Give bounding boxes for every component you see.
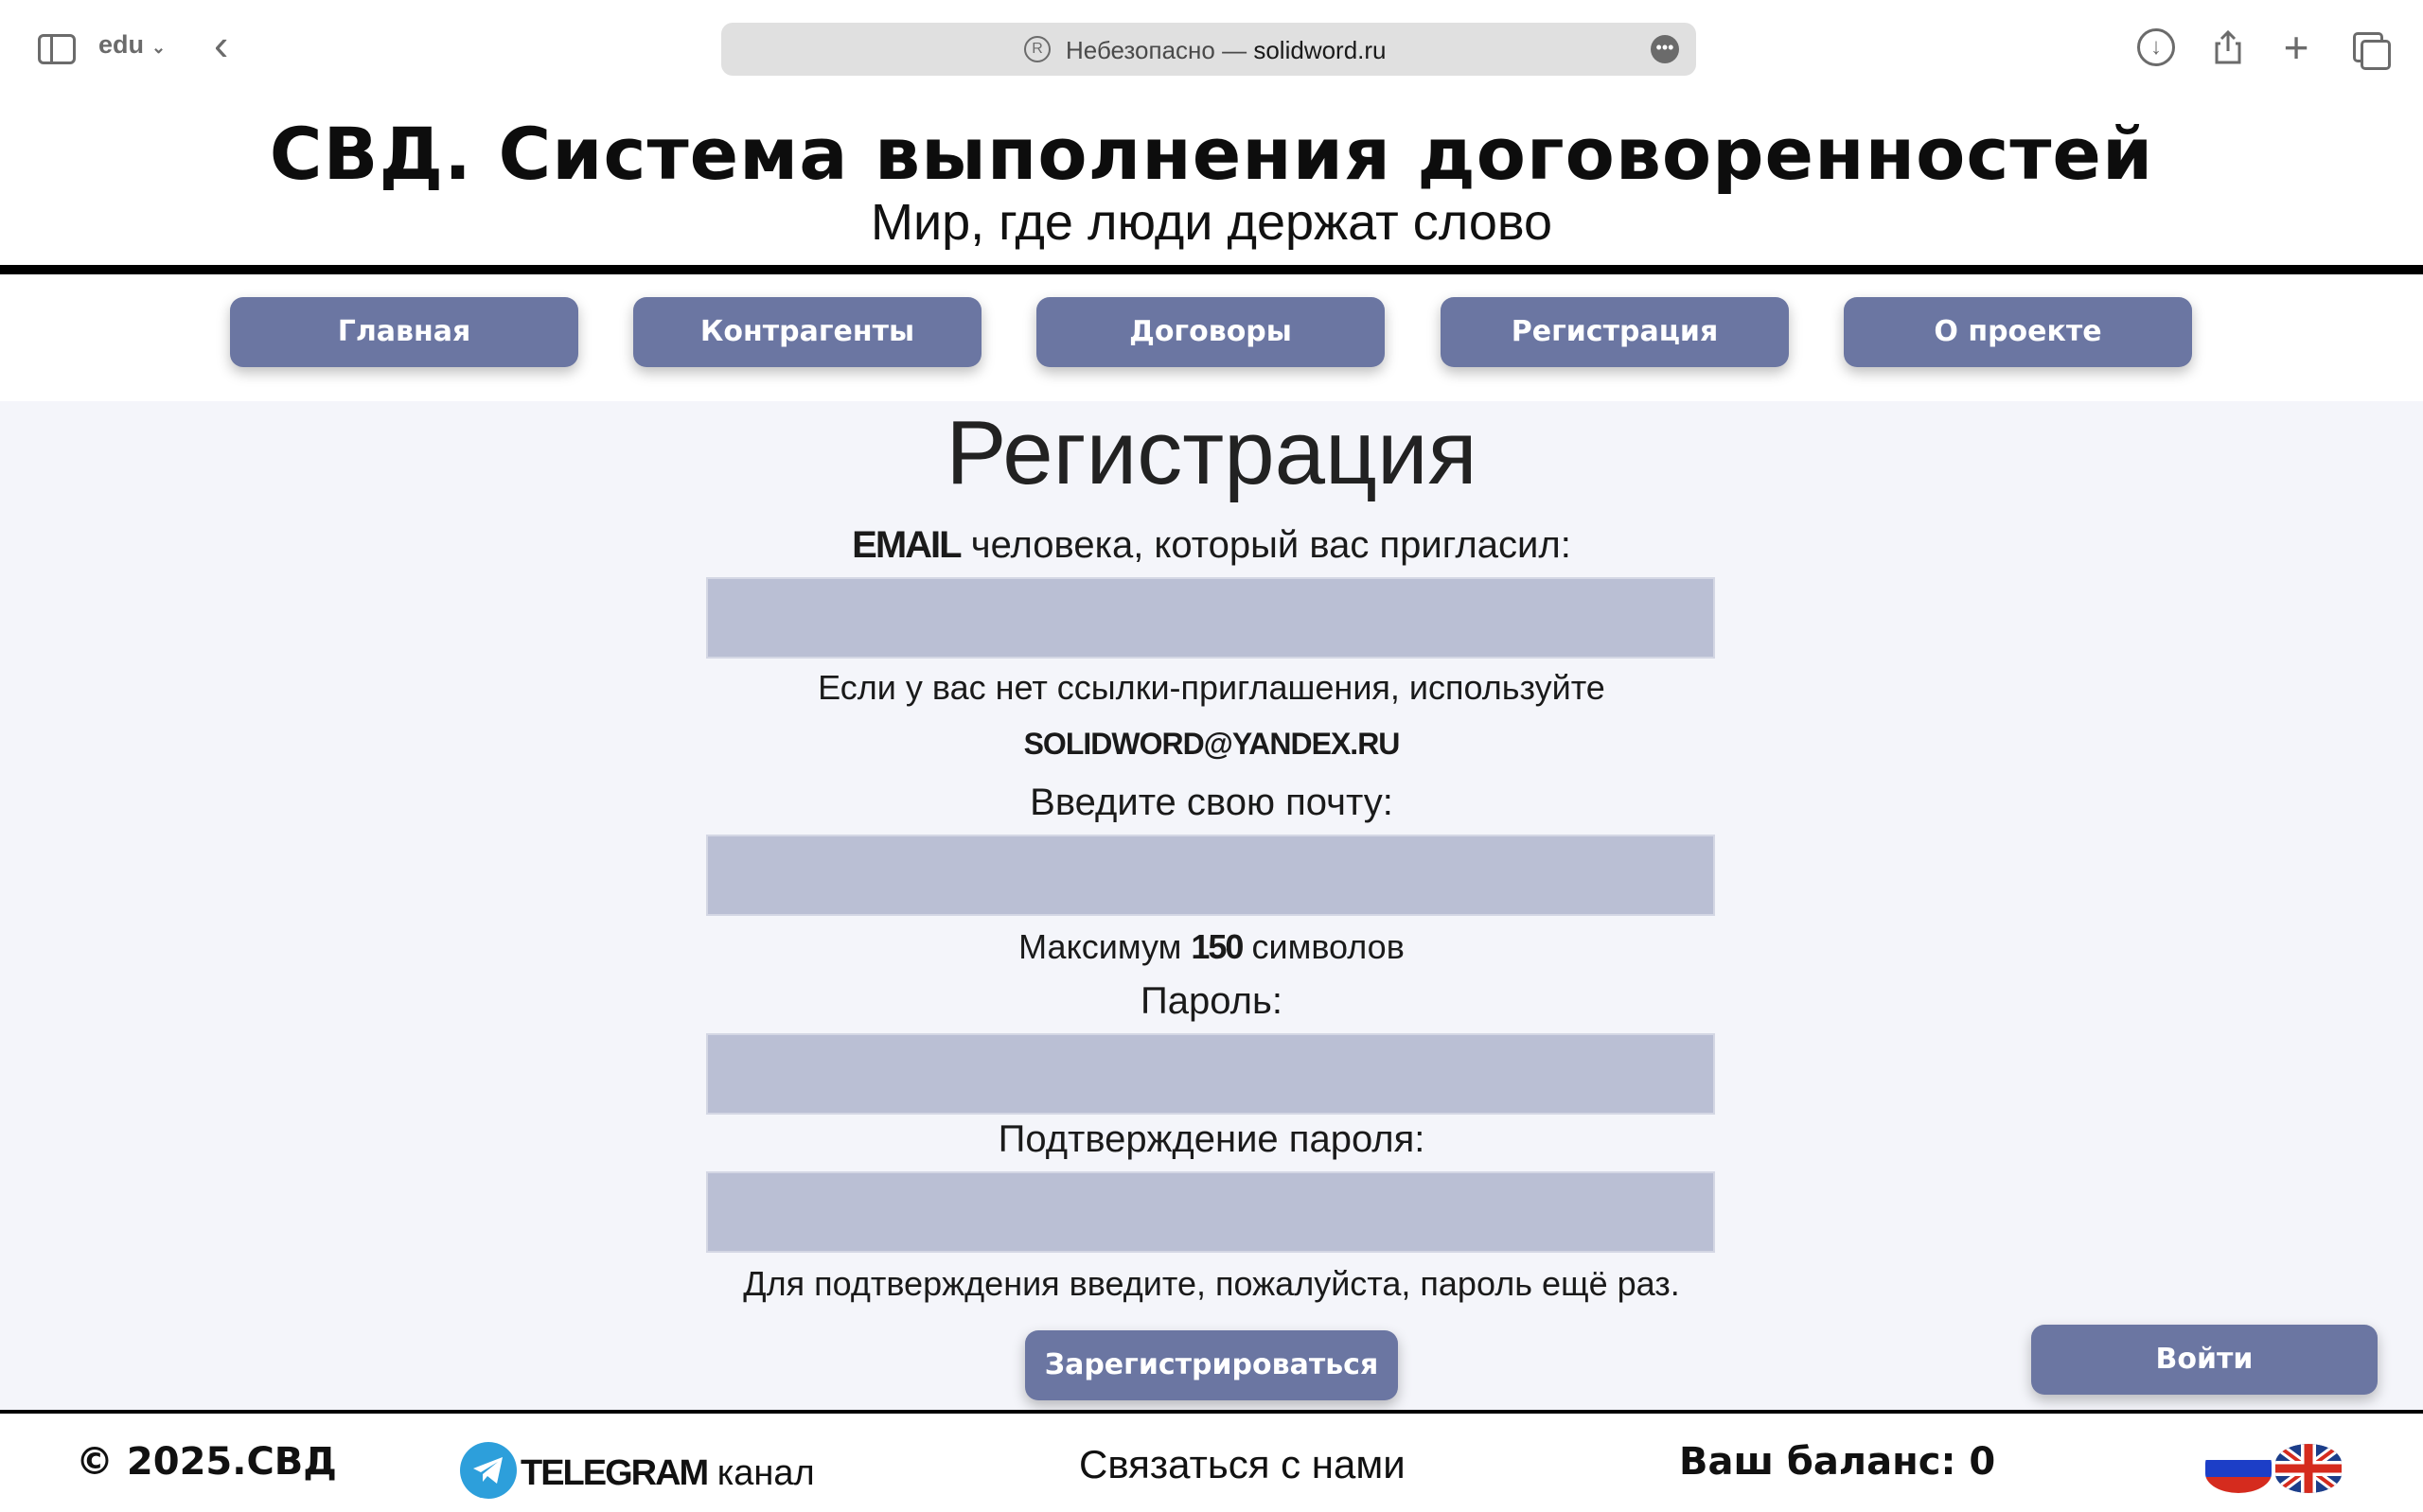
security-icon: R xyxy=(1024,36,1051,62)
telegram-label xyxy=(521,1453,815,1494)
sidebar-icon[interactable] xyxy=(38,34,76,64)
no-invite-hint: Если у вас нет ссылки-приглашения, используйте xyxy=(818,668,1605,707)
register-button[interactable]: Зарегистрироваться xyxy=(1025,1330,1398,1400)
chevron-down-icon: ⌄ xyxy=(151,38,167,57)
telegram-prefix: TELEGRAM xyxy=(521,1453,708,1493)
inviter-label-prefix: EMAIL xyxy=(852,524,961,566)
ru-flag-icon[interactable] xyxy=(2205,1444,2272,1493)
fallback-email: SOLIDWORD@YANDEX.RU xyxy=(1023,727,1400,761)
contact-link[interactable]: Связаться с нами xyxy=(1079,1442,1406,1486)
browser-toolbar xyxy=(0,0,2423,98)
login-button[interactable]: Войти xyxy=(2031,1325,2378,1395)
telegram-icon xyxy=(460,1442,517,1499)
nav-registration-button[interactable]: Регистрация xyxy=(1441,297,1789,367)
plus-icon[interactable]: + xyxy=(2283,23,2309,72)
more-icon[interactable]: ••• xyxy=(1651,35,1679,63)
password-input[interactable] xyxy=(706,1033,1715,1115)
inviter-email-label xyxy=(0,524,2423,567)
copyright: © 2025.СВД xyxy=(76,1440,337,1484)
profile-label: edu xyxy=(98,30,145,59)
footer xyxy=(0,1414,2423,1512)
email-label: Введите свою почту: xyxy=(1030,782,1393,823)
site-subtitle: Мир, где люди держат слово xyxy=(870,194,1553,251)
header-divider xyxy=(0,265,2423,274)
email-input[interactable] xyxy=(706,835,1715,916)
address-bar[interactable] xyxy=(721,23,1696,76)
max-hint-suffix: символов xyxy=(1251,927,1405,966)
registration-section xyxy=(0,401,2423,1412)
security-label: Небезопасно — xyxy=(1066,36,1247,64)
back-icon[interactable]: ‹ xyxy=(214,20,229,69)
password-label: Пароль: xyxy=(1141,980,1282,1022)
tabs-icon[interactable] xyxy=(2349,28,2387,66)
main-nav xyxy=(0,274,2423,401)
share-icon[interactable] xyxy=(2209,28,2247,66)
max-hint-number: 150 xyxy=(1191,927,1243,966)
max-hint-prefix: Максимум xyxy=(1018,927,1182,966)
confirm-password-label: Подтверждение пароля: xyxy=(998,1118,1425,1160)
site-title: СВД. Система выполнения договоренностей xyxy=(269,112,2154,196)
download-icon[interactable]: ↓ xyxy=(2137,28,2175,66)
inviter-label-rest: человека, который вас пригласил: xyxy=(970,524,1571,566)
nav-contracts-button[interactable]: Договоры xyxy=(1036,297,1385,367)
uk-flag-icon[interactable] xyxy=(2275,1444,2342,1493)
balance-display: Ваш баланс: 0 xyxy=(1679,1440,1996,1484)
telegram-suffix: канал xyxy=(716,1453,815,1493)
page-title: Регистрация xyxy=(946,402,1477,503)
confirm-password-input[interactable] xyxy=(706,1171,1715,1253)
nav-counterparties-button[interactable]: Контрагенты xyxy=(633,297,982,367)
nav-home-button[interactable]: Главная xyxy=(230,297,578,367)
max-length-hint xyxy=(0,927,2423,967)
url-domain: solidword.ru xyxy=(1253,36,1387,64)
profile-switcher[interactable] xyxy=(98,30,166,60)
url-text xyxy=(1066,36,1387,65)
inviter-email-input[interactable] xyxy=(706,577,1715,659)
confirm-password-hint: Для подтверждения введите, пожалуйста, пароль ещё раз. xyxy=(743,1264,1680,1303)
nav-about-button[interactable]: О проекте xyxy=(1844,297,2192,367)
